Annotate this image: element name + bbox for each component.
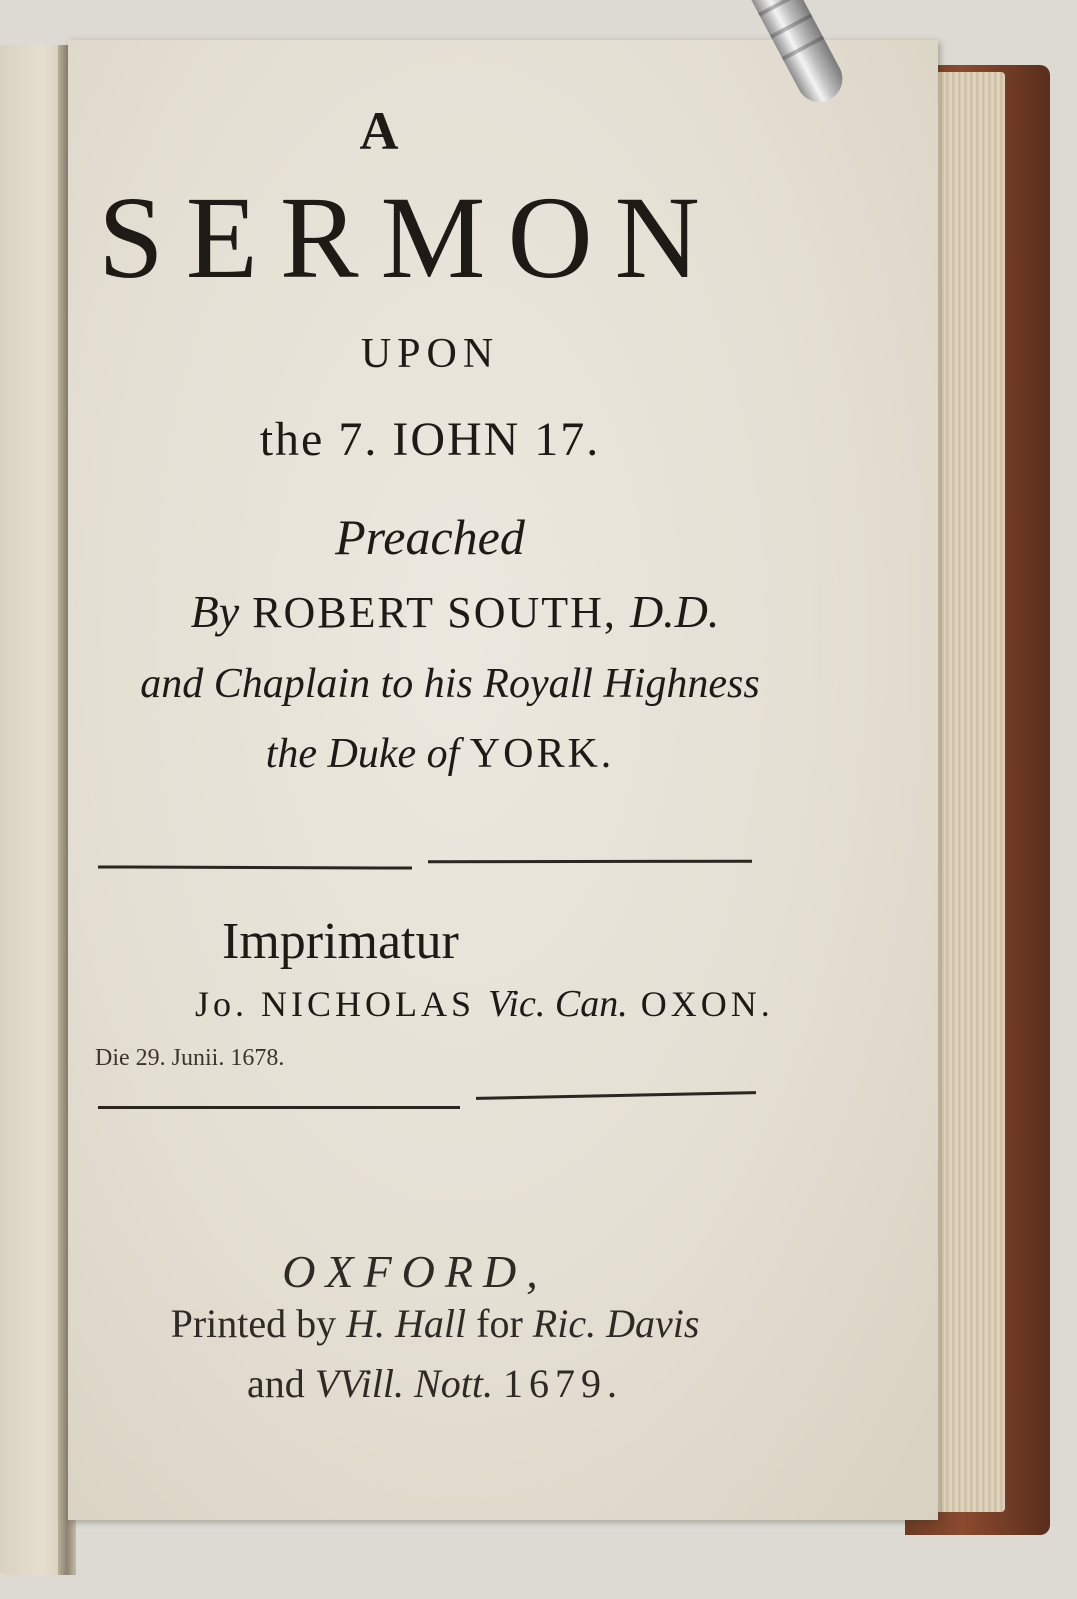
author-degree: D.D. bbox=[629, 586, 720, 637]
licenser-prefix: Jo. bbox=[195, 984, 249, 1024]
title-preposition: UPON bbox=[360, 331, 500, 377]
publisher-1: Ric. Davis bbox=[532, 1301, 700, 1346]
imprint-printer-line bbox=[135, 1300, 735, 1347]
divider-rule bbox=[98, 1106, 460, 1109]
duke-line bbox=[160, 730, 720, 778]
licenser-place: OXON. bbox=[640, 984, 774, 1024]
scripture-reference: the 7. IOHN 17. bbox=[259, 413, 601, 466]
imprint-year: 1679. bbox=[502, 1361, 623, 1406]
licenser-title: Vic. Can. bbox=[488, 983, 628, 1025]
title-main: SERMON bbox=[98, 172, 722, 303]
imprint-city: OXFORD, bbox=[282, 1246, 548, 1297]
title-article: A bbox=[359, 101, 401, 161]
divider-rule bbox=[428, 860, 752, 864]
by-word: By bbox=[190, 586, 240, 637]
printed-by: Printed by bbox=[170, 1301, 337, 1346]
duke-prefix: the Duke of bbox=[265, 731, 460, 777]
author-line bbox=[95, 585, 815, 638]
printer-name: H. Hall bbox=[346, 1301, 467, 1346]
preached-label: Preached bbox=[335, 509, 525, 565]
and-word: and bbox=[247, 1361, 305, 1406]
licenser-name: NICHOLAS bbox=[261, 984, 476, 1024]
imprimatur-label: Imprimatur bbox=[222, 913, 459, 970]
imprimatur-date: Die 29. Junii. 1678. bbox=[95, 1045, 285, 1071]
chaplain-line: and Chaplain to his Royall Highness bbox=[140, 661, 760, 707]
for-word: for bbox=[476, 1301, 523, 1346]
author-name: ROBERT SOUTH, bbox=[252, 588, 617, 637]
duke-name: YORK. bbox=[469, 731, 615, 777]
licenser-line bbox=[195, 982, 795, 1026]
publisher-2: VVill. Nott. bbox=[314, 1361, 493, 1406]
imprint-publisher-line bbox=[205, 1360, 665, 1407]
